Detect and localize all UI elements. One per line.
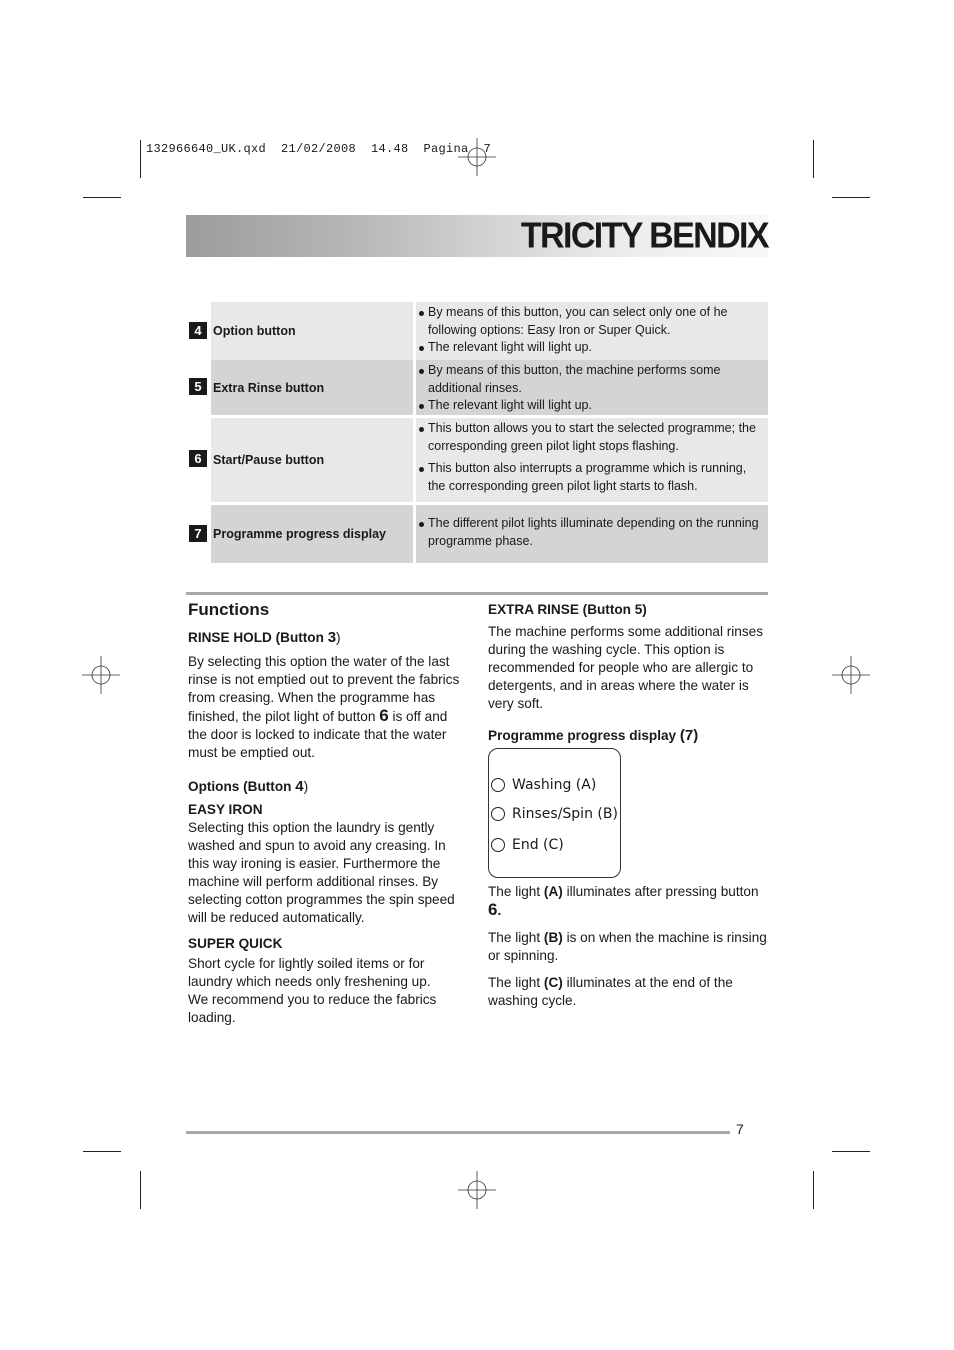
paragraph: By selecting this option the water of the last rinse is not emptied out to prevent the fabrics from creasing. When the programme has finished, the pilot light of button 6 is off and the door is locked to indicate that the water must be emptied out. <box>188 654 460 760</box>
subsection-title: EXTRA RINSE (Button 5) <box>488 602 647 617</box>
item-description <box>416 505 768 563</box>
item-label: Start/Pause button <box>211 418 413 502</box>
crop-mark <box>83 1151 121 1152</box>
paragraph: Short cycle for lightly soiled items or for laundry which needs only freshening up. <box>188 956 431 989</box>
progress-light-rinses-spin: Rinses/Spin (B) <box>491 806 618 822</box>
right-column <box>488 601 770 745</box>
right-column-lower <box>488 883 770 1010</box>
progress-light-end: End (C) <box>491 837 564 853</box>
item-label: Extra Rinse button <box>211 360 413 415</box>
header-banner <box>186 215 768 257</box>
subsection-title: SUPER QUICK <box>188 936 283 951</box>
registration-mark-icon <box>458 1171 496 1209</box>
item-description <box>416 302 768 360</box>
paragraph: The light (A) illuminates after pressing button 6. <box>488 884 759 919</box>
left-column <box>188 601 470 1027</box>
paragraph: We recommend you to reduce the fabrics loading. <box>188 992 437 1025</box>
pilot-light-icon <box>491 778 505 792</box>
table-row <box>186 302 768 360</box>
item-number: 6 <box>189 450 207 467</box>
paragraph: The machine performs some additional rinses during the washing cycle. This option is recommended for people who are allergic to detergents, and in areas where the water is very soft. <box>488 624 764 711</box>
table-row <box>186 360 768 415</box>
subsection-title: RINSE HOLD (Button 3) <box>188 629 341 646</box>
item-label: Programme progress display <box>211 505 413 563</box>
section-divider <box>186 592 768 595</box>
page-number: 7 <box>736 1121 744 1137</box>
crop-mark <box>832 1151 870 1152</box>
table-row <box>186 505 768 563</box>
list-item: This button also interrupts a programme which is running, the corresponding green pilot light starts to flash. <box>419 460 764 495</box>
item-description <box>416 360 768 415</box>
crop-mark <box>140 140 141 178</box>
table-row <box>186 418 768 502</box>
registration-mark-icon <box>82 656 120 694</box>
list-item: The relevant light will light up. <box>419 397 764 415</box>
crop-mark <box>813 140 814 178</box>
subsection-title: EASY IRON <box>188 802 263 817</box>
registration-mark-icon <box>832 656 870 694</box>
list-item: The relevant light will light up. <box>419 339 764 357</box>
brand-logo: TRICITY BENDIX <box>520 216 768 256</box>
paragraph: Selecting this option the laundry is gently washed and spun to avoid any creasing. In this way ironing is easier. Furthermore the machine will perform additional rinses. By selecting cotton programmes the spin speed will be reduced automatically. <box>188 820 455 925</box>
pilot-light-icon <box>491 838 505 852</box>
list-item: By means of this button, the machine performs some additional rinses. <box>419 362 764 397</box>
item-number: 4 <box>189 322 207 339</box>
crop-mark <box>832 197 870 198</box>
item-number: 7 <box>189 525 207 542</box>
crop-mark <box>83 197 121 198</box>
paragraph: The light (C) illuminates at the end of the washing cycle. <box>488 975 733 1008</box>
subsection-title: Programme progress display (7) <box>488 727 699 744</box>
pilot-light-icon <box>491 807 505 821</box>
controls-table <box>186 302 768 563</box>
subsection-title: Options (Button 4) <box>188 778 309 795</box>
progress-light-washing: Washing (A) <box>491 777 596 793</box>
item-label: Option button <box>211 302 413 360</box>
paragraph: The light (B) is on when the machine is rinsing or spinning. <box>488 930 767 963</box>
item-description <box>416 418 768 502</box>
progress-display-panel <box>488 748 621 878</box>
crop-mark <box>813 1171 814 1209</box>
section-title: Functions <box>188 600 270 619</box>
crop-mark <box>140 1171 141 1209</box>
footer-divider <box>186 1131 730 1134</box>
list-item: The different pilot lights illuminate depending on the running programme phase. <box>419 515 764 550</box>
list-item: This button allows you to start the selected programme; the corresponding green pilot light stops flashing. <box>419 420 764 455</box>
list-item: By means of this button, you can select only one of he following options: Easy Iron or Super Quick. <box>419 304 764 339</box>
item-number: 5 <box>189 378 207 395</box>
print-slug: 132966640_UK.qxd 21/02/2008 14.48 Pagina 7 <box>146 142 492 156</box>
